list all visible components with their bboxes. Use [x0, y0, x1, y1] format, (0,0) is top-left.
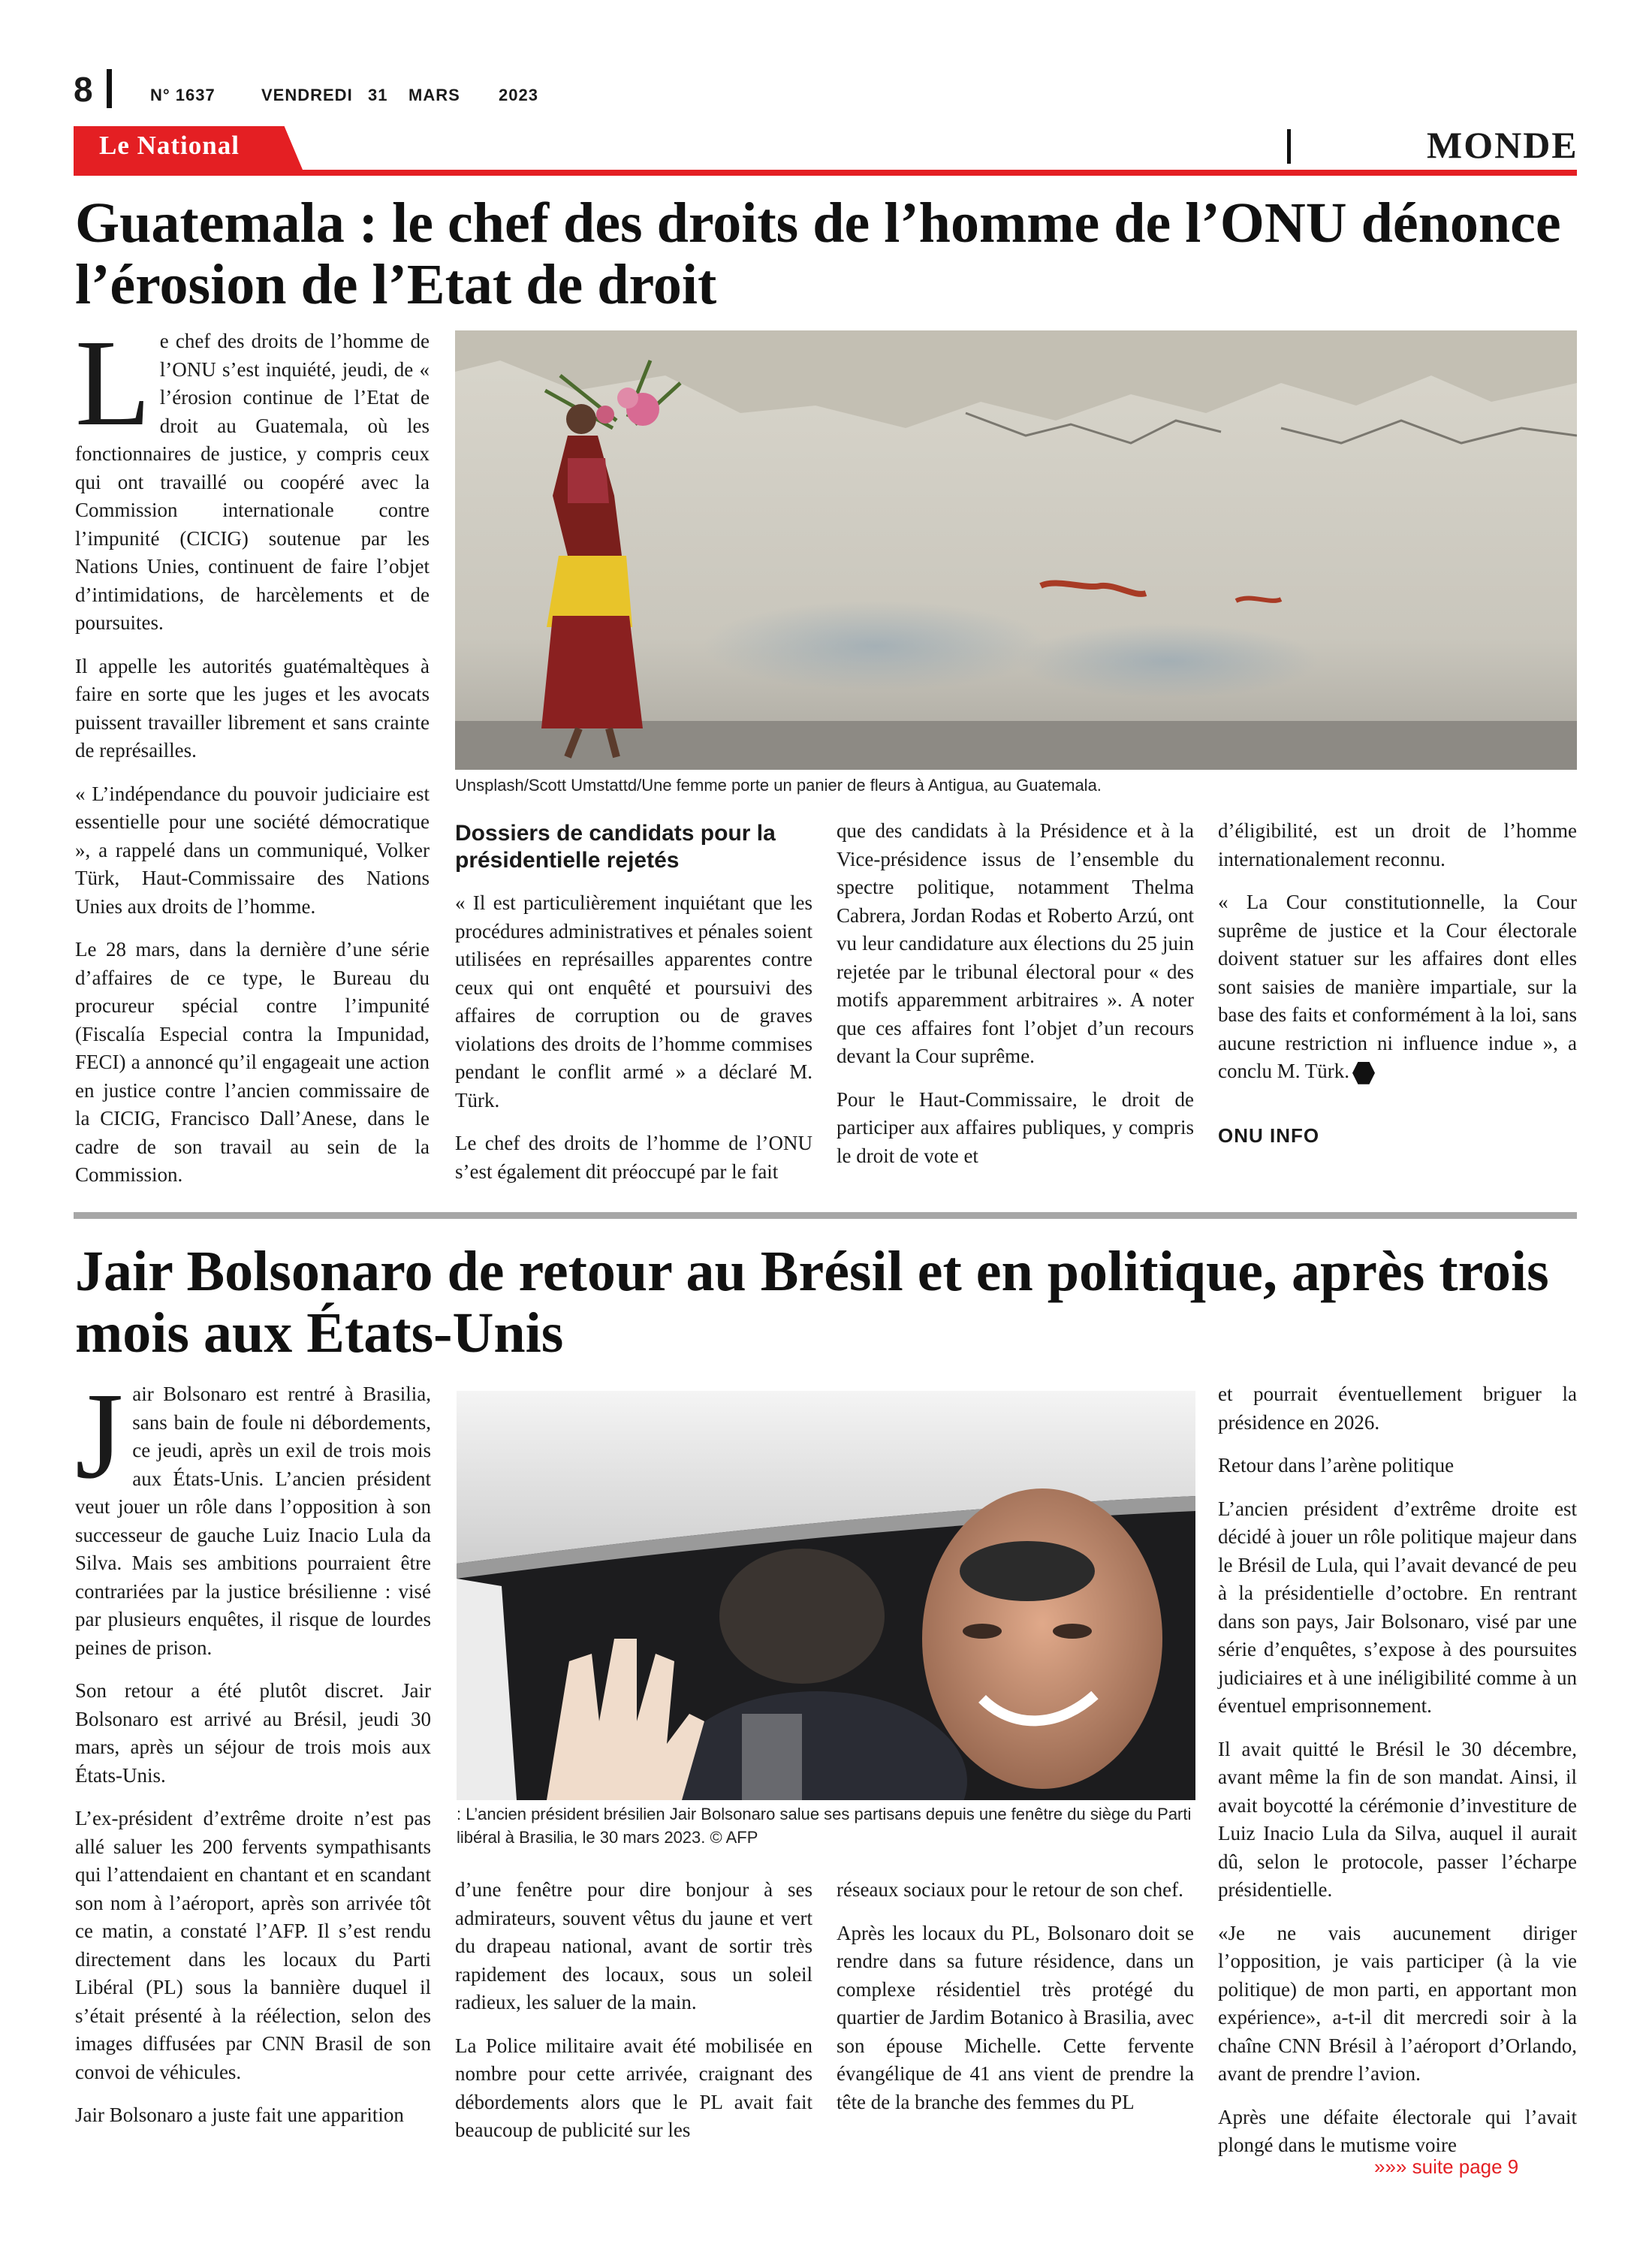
section-label: MONDE — [1427, 124, 1578, 166]
article2-column-1 — [75, 1367, 431, 2145]
issue-day: VENDREDI — [261, 86, 353, 104]
article1-photo-caption: Unsplash/Scott Umstattd/Une femme porte un panier de fleurs à Antigua, au Guatemala. — [455, 776, 1102, 795]
article1-headline: Guatemala : le chef des droits de l’homme de l’ONU dénonce l’érosion de l’Etat de droit — [75, 192, 1561, 316]
page-number: 8 — [74, 70, 93, 109]
section-divider — [1287, 129, 1291, 164]
article2-paragraph: «Je ne vais aucunement diriger l’opposition, je vais participer (à la vie politique) de mon parti, en apportant mon expérience», a-t-il dit mercredi soir à la chaîne CNN Brésil à l’aéroport d’Orlando, avant de prendre l’avion. — [1218, 1921, 1577, 2085]
article2-headline: Jair Bolsonaro de retour au Brésil et en politique, après trois mois aux États-Unis — [75, 1240, 1549, 1365]
article1-paragraph: Pour le Haut-Commissaire, le droit de participer aux affaires publiques, y compris le droit de vote et — [837, 1087, 1194, 1167]
article2-paragraph: d’une fenêtre pour dire bonjour à ses admirateurs, souvent vêtus du jaune et vert du drapeau national, avant de sortir très rapidement des locaux, sous un soleil radieux, les saluer de la main. — [455, 1878, 812, 2013]
article1-column-1 — [75, 314, 430, 1205]
article1-subhead: Dossiers de candidats pour la présidentielle rejetés — [455, 821, 776, 873]
article2-paragraph: L’ancien président d’extrême droite est décidé à jouer un rôle politique majeur dans le Brésil de Lula, qui l’avait devancé de peu à la présidentielle d’octobre. En rentrant dans son pays, Jair Bolsonaro, visé par une série d’enquêtes, s’expose à des poursuites judiciaires et à une inéligibilité comme à un éventuel emprisonnement. — [1218, 1497, 1577, 1717]
issue-month: MARS — [408, 86, 460, 104]
issue-number: N° 1637 — [150, 86, 216, 104]
article2-paragraph: Après les locaux du PL, Bolsonaro doit se rendre dans sa future résidence, dans un complexe résidentiel très protégé du quartier de Jardim Botanico à Brasilia, avec son épouse Michelle. Cette fervente évangélique de 41 ans vient de prendre la tête de la branche des femmes du PL — [837, 1921, 1194, 2113]
continued-on-page-9-link[interactable]: »»» suite page 9 — [1374, 2155, 1519, 2178]
article1-paragraph: Le 28 mars, dans la dernière d’une série d’affaires de ce type, le Bureau du procureur spécial contre l’impunité (Fiscalía Especial contra la Impunidad, FECI) a annoncé qu’il engageait une action en justice contre l’ancien commissaire de la CICIG, Francisco Dall’Anese, dans le cadre de son travail au sein de la Commission. — [75, 938, 430, 1186]
article1-paragraph: d’éligibilité, est un droit de l’homme internationalement reconnu. — [1218, 819, 1577, 870]
issue-year: 2023 — [499, 86, 538, 104]
article1-paragraph: Il appelle les autorités guatémaltèques à faire en sorte que les juges et les avocats puissent travailler librement et sans crainte de représailles. — [75, 654, 430, 762]
article1-paragraph: « La Cour constitutionnelle, la Cour suprême de justice et la Cour électorale doivent statuer sur les affaires dont elles sont saisies de manière impartiale, sur la base des faits et conformément à la loi, sans aucune restriction ni influence indue », a conclu M. Türk. — [1218, 891, 1577, 1082]
article2-paragraph: La Police militaire avait été mobilisée en nombre pour cette arrivée, craignant des débordements alors que le PL avait fait beaucoup de publicité sur les — [455, 2034, 812, 2141]
article-divider — [74, 1212, 1577, 1219]
article1-paragraph: que des candidats à la Présidence et à la Vice-présidence issus de l’ensemble du spectre politique, notamment Thelma Cabrera, Jordan Rodas et Roberto Arzú, ont vu leur candidature aux élections du 25 juin rejetée par le tribunal électoral pour « des motifs apparemment arbitraires ». A noter que ces affaires font l’objet d’un recours devant la Cour suprême. — [837, 819, 1194, 1067]
article2-paragraph: air Bolsonaro est rentré à Brasilia, sans bain de foule ni débordements, ce jeudi, après un exil de trois mois aux États-Unis. L’ancien président veut jouer un rôle dans l’opposition à son successeur de gauche Luiz Inacio Lula da Silva. Mais ses ambitions pourraient être contrariées par la justice brésilienne : visé par plusieurs enquêtes, il risque de lourdes peines de prison. — [75, 1383, 431, 1659]
article2-photo-caption: : L’ancien président brésilien Jair Bolsonaro salue ses partisans depuis une fenêtre du siège du Parti libéral à Brasilia, le 30 mars 2023. © AFP — [457, 1805, 1192, 1847]
article2-subhead: Retour dans l’arène politique — [1218, 1454, 1455, 1476]
issue-date: 31 — [368, 86, 388, 104]
article2-paragraph: Après une défaite électorale qui l’avait plongé dans le mutisme voire — [1218, 2105, 1577, 2156]
article1-paragraph: « Il est particulièrement inquiétant que les procédures administratives et pénales soient utilisées en représailles apparentes contre ceux qui ont enquêté et poursuivi des affaires de corruption ou de graves violations des droits de l’homme commises pendant le conflit armé » a déclaré M. Türk. — [455, 891, 812, 1111]
article2-paragraph: et pourrait éventuellement briguer la présidence en 2026. — [1218, 1383, 1577, 1434]
masthead-divider — [107, 69, 112, 108]
article1-credit: ONU INFO — [1218, 1123, 1320, 1147]
header-rule — [74, 170, 1577, 176]
article2-paragraph: réseaux sociaux pour le retour de son chef. — [837, 1878, 1183, 1901]
article2-paragraph: Son retour a été plutôt discret. Jair Bolsonaro est arrivé au Brésil, jeudi 30 mars, après un séjour de trois mois aux États-Unis. — [75, 1679, 431, 1787]
article1-column-3 — [837, 817, 1194, 1185]
article1-column-4 — [1218, 817, 1577, 1150]
article2-column-2 — [455, 1876, 812, 2160]
article1-column-2 — [455, 820, 812, 1201]
article1-paragraph: Le chef des droits de l’homme de l’ONU s’est également dit préoccupé par le fait — [455, 1132, 812, 1183]
end-of-article-mark — [1352, 1062, 1375, 1084]
bolsonaro-window-photo — [457, 1391, 1195, 1800]
article1-drop-cap: L — [75, 314, 151, 451]
article1-paragraph: e chef des droits de l’homme de l’ONU s’est inquiété, jeudi, de « l’érosion continue de l’Etat de droit au Guatemala, où les fonctionnaires de justice, y compris ceux qui ont travaillé ou coopéré avec la Commission internationale contre l’impunité (CICIG) soutenue par les Nations Unies, continuent de faire l’objet d’intimidations, de harcèlements et de poursuites. — [75, 330, 430, 634]
newspaper-brand: Le National — [99, 131, 240, 160]
article2-column-3 — [837, 1876, 1194, 2131]
antigua-flower-woman-photo — [455, 330, 1577, 770]
article2-drop-cap: J — [75, 1367, 124, 1504]
article2-paragraph: Jair Bolsonaro a juste fait une apparition — [75, 2104, 404, 2126]
article1-paragraph: « L’indépendance du pouvoir judiciaire est essentielle pour une société démocratique », a rappelé dans un communiqué, Volker Türk, Haut-Commissaire des Nations Unies aux droits de l’homme. — [75, 782, 430, 918]
article2-paragraph: Il avait quitté le Brésil le 30 décembre, avant même la fin de son mandat. Ainsi, il avait boycotté la cérémonie d’investiture de Luiz Inacio Lula da Silva, auquel il aurait dû, selon le protocole, passer l’écharpe présidentielle. — [1218, 1737, 1577, 1901]
article2-column-4 — [1218, 1380, 1577, 2175]
article2-paragraph: L’ex-président d’extrême droite n’est pas allé saluer les 200 fervents sympathisants qui l’attendaient en chantant et en scandant son nom à l’aéroport, après son arrivée tôt ce matin, a constaté l’AFP. Il s’est rendu directement dans les locaux du Parti Libéral (PL) sous la bannière duquel il s’était présenté à la réélection, selon des images diffusées par CNN Brasil de son convoi de véhicules. — [75, 1807, 431, 2083]
